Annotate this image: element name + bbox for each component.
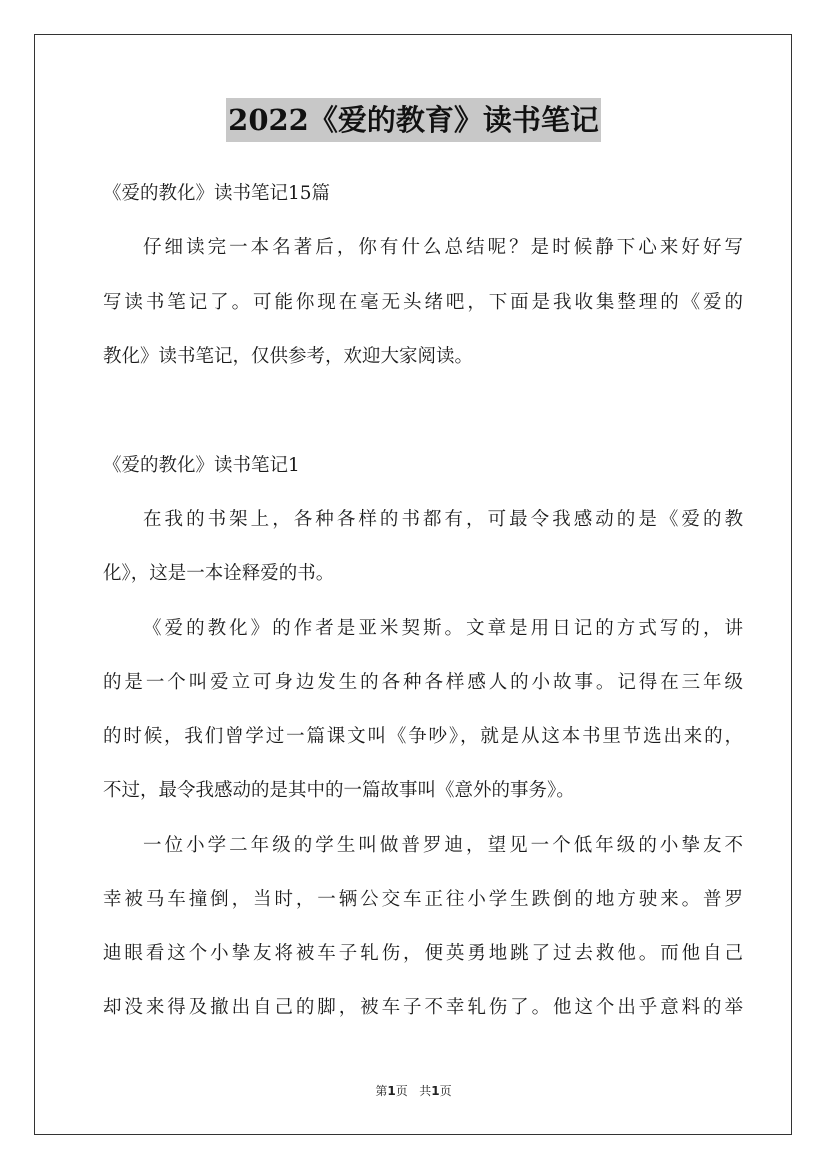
document-title: 2022《爱的教育》读书笔记 <box>226 98 601 142</box>
page-label: 第 <box>375 1084 388 1098</box>
paragraph2-line-4: 不过，最令我感动的是其中的一篇故事叫《意外的事务》。 <box>103 780 575 801</box>
paragraph2-line-3: 的时候，我们曾学过一篇课文叫《争吵》，就是从这本书里节选出来的， <box>103 726 743 747</box>
paragraph1-line-2: 化》，这是一本诠释爱的书。 <box>103 563 335 584</box>
paragraph1-line-1: 在我的书架上，各种各样的书都有，可最令我感动的是《爱的教 <box>143 509 743 530</box>
page-number: 1 <box>387 1084 396 1098</box>
section-heading: 《爱的教化》读书笔记1 <box>103 455 300 476</box>
document-subtitle: 《爱的教化》读书笔记15篇 <box>103 183 331 204</box>
total-label: 共 <box>419 1084 432 1098</box>
paragraph2-line-2: 的是一个叫爱立可身边发生的各种各样感人的小故事。记得在三年级 <box>103 672 743 693</box>
paragraph3-line-1: 一位小学二年级的学生叫做普罗迪，望见一个低年级的小挚友不 <box>143 835 743 856</box>
page-unit: 页 <box>395 1084 408 1098</box>
paragraph2-line-1: 《爱的教化》的作者是亚米契斯。文章是用日记的方式写的，讲 <box>143 618 743 639</box>
intro-line-1: 仔细读完一本名著后，你有什么总结呢？是时候静下心来好好写 <box>143 237 743 258</box>
paragraph3-line-4: 却没来得及撤出自己的脚，被车子不幸轧伤了。他这个出乎意料的举 <box>103 997 743 1018</box>
total-number: 1 <box>431 1084 440 1098</box>
paragraph3-line-3: 迪眼看这个小挚友将被车子轧伤，便英勇地跳了过去救他。而他自己 <box>103 943 743 964</box>
intro-line-3: 教化》读书笔记，仅供参考，欢迎大家阅读。 <box>103 346 474 367</box>
intro-line-2: 写读书笔记了。可能你现在毫无头绪吧，下面是我收集整理的《爱的 <box>103 292 743 313</box>
paragraph3-line-2: 幸被马车撞倒，当时，一辆公交车正往小学生跌倒的地方驶来。普罗 <box>103 889 743 910</box>
total-unit: 页 <box>439 1084 452 1098</box>
title-container <box>0 98 827 142</box>
page-footer <box>0 1082 827 1099</box>
